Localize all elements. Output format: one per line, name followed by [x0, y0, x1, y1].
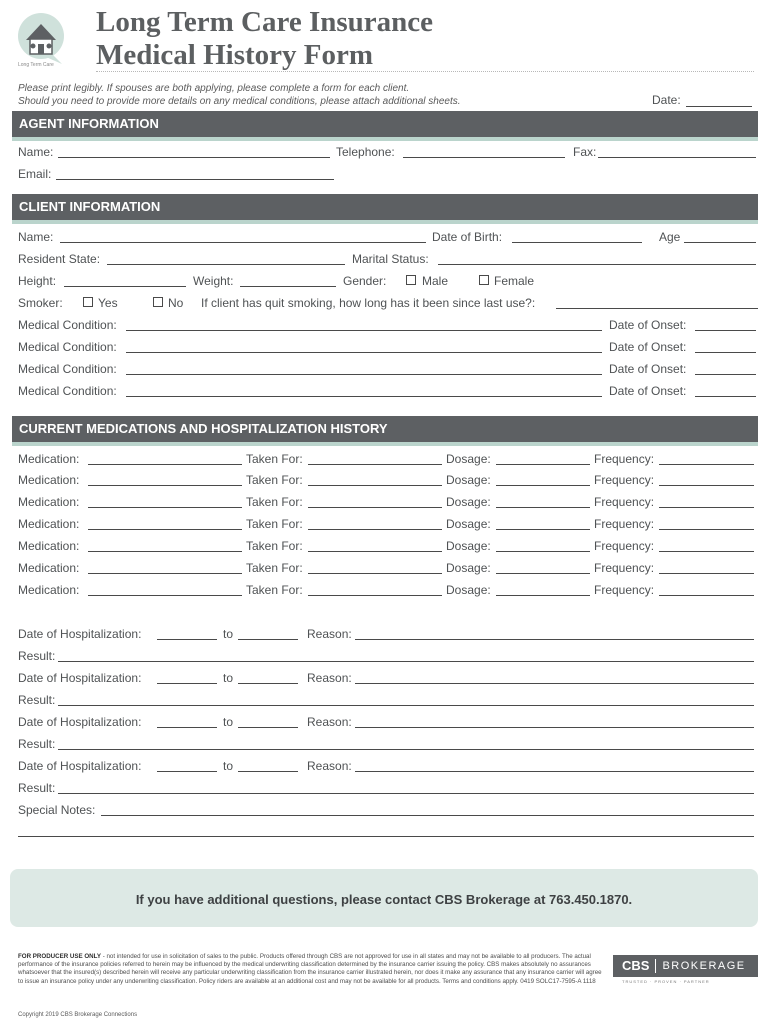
result-label: Result:	[18, 737, 56, 751]
dosage-label: Dosage:	[446, 539, 491, 553]
brand-tagline: TRUSTED · PROVEN · PARTNER	[622, 979, 710, 984]
quit-smoking-label: If client has quit smoking, how long has it been since last use?:	[201, 296, 536, 310]
taken-for-label: Taken For:	[246, 539, 303, 553]
dosage-label: Dosage:	[446, 452, 491, 466]
age-label: Age	[659, 230, 681, 244]
dosage-label: Dosage:	[446, 517, 491, 531]
disclaimer-body: - not intended for use in solicitation of sales to the public. Products offered through CBS are not approved for use in all states and may not be available to all producers. The actual performance of the insurance policies referred to herein may be influenced by the medical underwriting classification determined by the insurance carrier issuing the policy. CBS makes absolutely no assurances whatsoever that the insured(s) described herein will receive any particular underwriting classification from the insurance carrier illustrated herein, nor does it make any assurance that any insurance carrier will agree to issue an insurance policy under any underwriting classification. Policy riders are available at an additional cost and may not be available for all products. Terms and conditions apply. 0419 SOLC17-7595-A 1118	[18, 953, 602, 985]
disclaimer-bold: FOR PRODUCER USE ONLY	[18, 953, 101, 960]
dosage-label: Dosage:	[446, 495, 491, 509]
reason-label: Reason:	[307, 715, 352, 729]
agent-header-accent	[12, 137, 758, 141]
agent-fax-label: Fax:	[573, 145, 597, 159]
smoker-label: Smoker:	[18, 296, 63, 310]
hospitalization-from-field[interactable]	[157, 727, 217, 728]
medication-label: Medication:	[18, 495, 80, 509]
frequency-label: Frequency:	[594, 452, 655, 466]
taken-for-label: Taken For:	[246, 561, 303, 575]
to-label: to	[223, 759, 234, 773]
frequency-field[interactable]	[659, 573, 754, 574]
onset-label: Date of Onset:	[609, 318, 687, 332]
medical-condition-label: Medical Condition:	[18, 340, 117, 354]
taken-for-field[interactable]	[308, 507, 442, 508]
result-label: Result:	[18, 781, 56, 795]
agent-telephone-field[interactable]	[403, 157, 565, 158]
taken-for-field[interactable]	[308, 464, 442, 465]
frequency-label: Frequency:	[594, 583, 655, 597]
page-title	[96, 6, 433, 72]
medication-field[interactable]	[88, 485, 242, 486]
brand-left: CBS	[613, 959, 656, 973]
medication-label: Medication:	[18, 561, 80, 575]
client-name-field[interactable]	[60, 242, 426, 243]
hospitalization-to-field[interactable]	[238, 727, 298, 728]
taken-for-field[interactable]	[308, 551, 442, 552]
disclaimer	[18, 953, 606, 986]
cbs-brokerage-logo	[613, 955, 758, 977]
dosage-field[interactable]	[496, 485, 590, 486]
dosage-field[interactable]	[496, 551, 590, 552]
medication-field[interactable]	[88, 551, 242, 552]
taken-for-field[interactable]	[308, 529, 442, 530]
instruction-1: Please print legibly. If spouses are both applying, please complete a form for each client.	[18, 83, 410, 94]
frequency-label: Frequency:	[594, 517, 655, 531]
onset-field[interactable]	[695, 352, 756, 353]
quit-smoking-field[interactable]	[556, 308, 758, 309]
title-line-2: Medical History Form	[96, 39, 374, 71]
hospitalization-from-field[interactable]	[157, 683, 217, 684]
frequency-label: Frequency:	[594, 473, 655, 487]
smoker-no-checkbox[interactable]	[153, 297, 163, 307]
medication-label: Medication:	[18, 452, 80, 466]
hospitalization-date-label: Date of Hospitalization:	[18, 671, 142, 685]
dob-label: Date of Birth:	[432, 230, 503, 244]
result-field[interactable]	[58, 661, 754, 662]
date-label: Date:	[652, 93, 681, 107]
result-field[interactable]	[58, 749, 754, 750]
medication-label: Medication:	[18, 517, 80, 531]
hospitalization-date-label: Date of Hospitalization:	[18, 715, 142, 729]
frequency-label: Frequency:	[594, 539, 655, 553]
hospitalization-from-field[interactable]	[157, 639, 217, 640]
special-notes-field[interactable]	[101, 815, 754, 816]
instruction-2: Should you need to provide more details on any medical conditions, please attach additional sheets.	[18, 96, 461, 107]
medical-condition-field[interactable]	[126, 352, 602, 353]
frequency-field[interactable]	[659, 507, 754, 508]
frequency-field[interactable]	[659, 485, 754, 486]
hospitalization-to-field[interactable]	[238, 683, 298, 684]
result-field[interactable]	[58, 705, 754, 706]
hospitalization-to-field[interactable]	[238, 771, 298, 772]
medical-condition-label: Medical Condition:	[18, 362, 117, 376]
dosage-field[interactable]	[496, 573, 590, 574]
dosage-field[interactable]	[496, 595, 590, 596]
taken-for-label: Taken For:	[246, 517, 303, 531]
taken-for-label: Taken For:	[246, 452, 303, 466]
dosage-label: Dosage:	[446, 473, 491, 487]
height-field[interactable]	[64, 286, 186, 287]
dosage-field[interactable]	[496, 464, 590, 465]
onset-label: Date of Onset:	[609, 340, 687, 354]
age-field[interactable]	[684, 242, 756, 243]
height-label: Height:	[18, 274, 57, 288]
taken-for-field[interactable]	[308, 573, 442, 574]
hospitalization-date-label: Date of Hospitalization:	[18, 759, 142, 773]
title-line-1: Long Term Care Insurance	[96, 6, 434, 38]
agent-email-label: Email:	[18, 167, 52, 181]
dosage-field[interactable]	[496, 507, 590, 508]
smoker-yes-label: Yes	[98, 296, 118, 310]
female-label: Female	[494, 274, 535, 288]
hospitalization-from-field[interactable]	[157, 771, 217, 772]
agent-name-field[interactable]	[58, 157, 330, 158]
resident-state-label: Resident State:	[18, 252, 101, 266]
medication-field[interactable]	[88, 595, 242, 596]
client-header-accent	[12, 220, 758, 224]
brand-right: BROKERAGE	[662, 960, 746, 972]
frequency-label: Frequency:	[594, 561, 655, 575]
reason-label: Reason:	[307, 671, 352, 685]
copyright: Copyright 2019 CBS Brokerage Connections	[18, 1012, 138, 1018]
special-notes-label: Special Notes:	[18, 803, 96, 817]
weight-field[interactable]	[240, 286, 336, 287]
result-field[interactable]	[58, 793, 754, 794]
to-label: to	[223, 627, 234, 641]
marital-status-field[interactable]	[438, 264, 756, 265]
frequency-label: Frequency:	[594, 495, 655, 509]
to-label: to	[223, 715, 234, 729]
reason-field[interactable]	[355, 683, 754, 684]
medications-header-accent	[12, 442, 758, 446]
medication-field[interactable]	[88, 464, 242, 465]
hospitalization-date-label: Date of Hospitalization:	[18, 627, 142, 641]
hospitalization-to-field[interactable]	[238, 639, 298, 640]
female-checkbox[interactable]	[479, 275, 489, 285]
male-label: Male	[422, 274, 449, 288]
taken-for-field[interactable]	[308, 595, 442, 596]
reason-field[interactable]	[355, 771, 754, 772]
frequency-field[interactable]	[659, 551, 754, 552]
frequency-field[interactable]	[659, 464, 754, 465]
agent-name-label: Name:	[18, 145, 54, 159]
medical-condition-field[interactable]	[126, 330, 602, 331]
medical-condition-field[interactable]	[126, 374, 602, 375]
onset-label: Date of Onset:	[609, 362, 687, 376]
contact-text: If you have additional questions, please contact CBS Brokerage at 763.450.1870.	[135, 892, 633, 907]
resident-state-field[interactable]	[107, 264, 345, 265]
onset-label: Date of Onset:	[609, 384, 687, 398]
agent-telephone-label: Telephone:	[336, 145, 395, 159]
marital-status-label: Marital Status:	[352, 252, 429, 266]
smoker-yes-checkbox[interactable]	[83, 297, 93, 307]
medical-condition-label: Medical Condition:	[18, 384, 117, 398]
special-notes-field-line-2[interactable]	[18, 836, 754, 837]
date-field[interactable]	[686, 106, 752, 107]
agent-fax-field[interactable]	[598, 157, 756, 158]
medication-label: Medication:	[18, 473, 80, 487]
frequency-field[interactable]	[659, 529, 754, 530]
dob-field[interactable]	[512, 242, 642, 243]
taken-for-label: Taken For:	[246, 583, 303, 597]
onset-field[interactable]	[695, 330, 756, 331]
dosage-label: Dosage:	[446, 583, 491, 597]
medication-field[interactable]	[88, 507, 242, 508]
dosage-label: Dosage:	[446, 561, 491, 575]
smoker-no-label: No	[168, 296, 184, 310]
dosage-field[interactable]	[496, 529, 590, 530]
taken-for-label: Taken For:	[246, 473, 303, 487]
client-name-label: Name:	[18, 230, 54, 244]
frequency-field[interactable]	[659, 595, 754, 596]
reason-field[interactable]	[355, 639, 754, 640]
result-label: Result:	[18, 693, 56, 707]
taken-for-label: Taken For:	[246, 495, 303, 509]
to-label: to	[223, 671, 234, 685]
result-label: Result:	[18, 649, 56, 663]
male-checkbox[interactable]	[406, 275, 416, 285]
reason-label: Reason:	[307, 627, 352, 641]
medical-condition-label: Medical Condition:	[18, 318, 117, 332]
reason-field[interactable]	[355, 727, 754, 728]
client-section-header: CLIENT INFORMATION	[12, 194, 758, 220]
reason-label: Reason:	[307, 759, 352, 773]
title-divider	[96, 71, 754, 72]
house-logo-icon	[16, 10, 68, 68]
onset-field[interactable]	[695, 396, 756, 397]
medications-section-header: CURRENT MEDICATIONS AND HOSPITALIZATION HISTORY	[12, 416, 758, 442]
medication-label: Medication:	[18, 583, 80, 597]
onset-field[interactable]	[695, 374, 756, 375]
agent-section-header: AGENT INFORMATION	[12, 111, 758, 137]
agent-email-field[interactable]	[56, 179, 334, 180]
weight-label: Weight:	[193, 274, 234, 288]
taken-for-field[interactable]	[308, 485, 442, 486]
logo-caption: Long Term Care	[18, 62, 54, 68]
gender-label: Gender:	[343, 274, 387, 288]
medication-field[interactable]	[88, 573, 242, 574]
medical-condition-field[interactable]	[126, 396, 602, 397]
medication-label: Medication:	[18, 539, 80, 553]
medication-field[interactable]	[88, 529, 242, 530]
